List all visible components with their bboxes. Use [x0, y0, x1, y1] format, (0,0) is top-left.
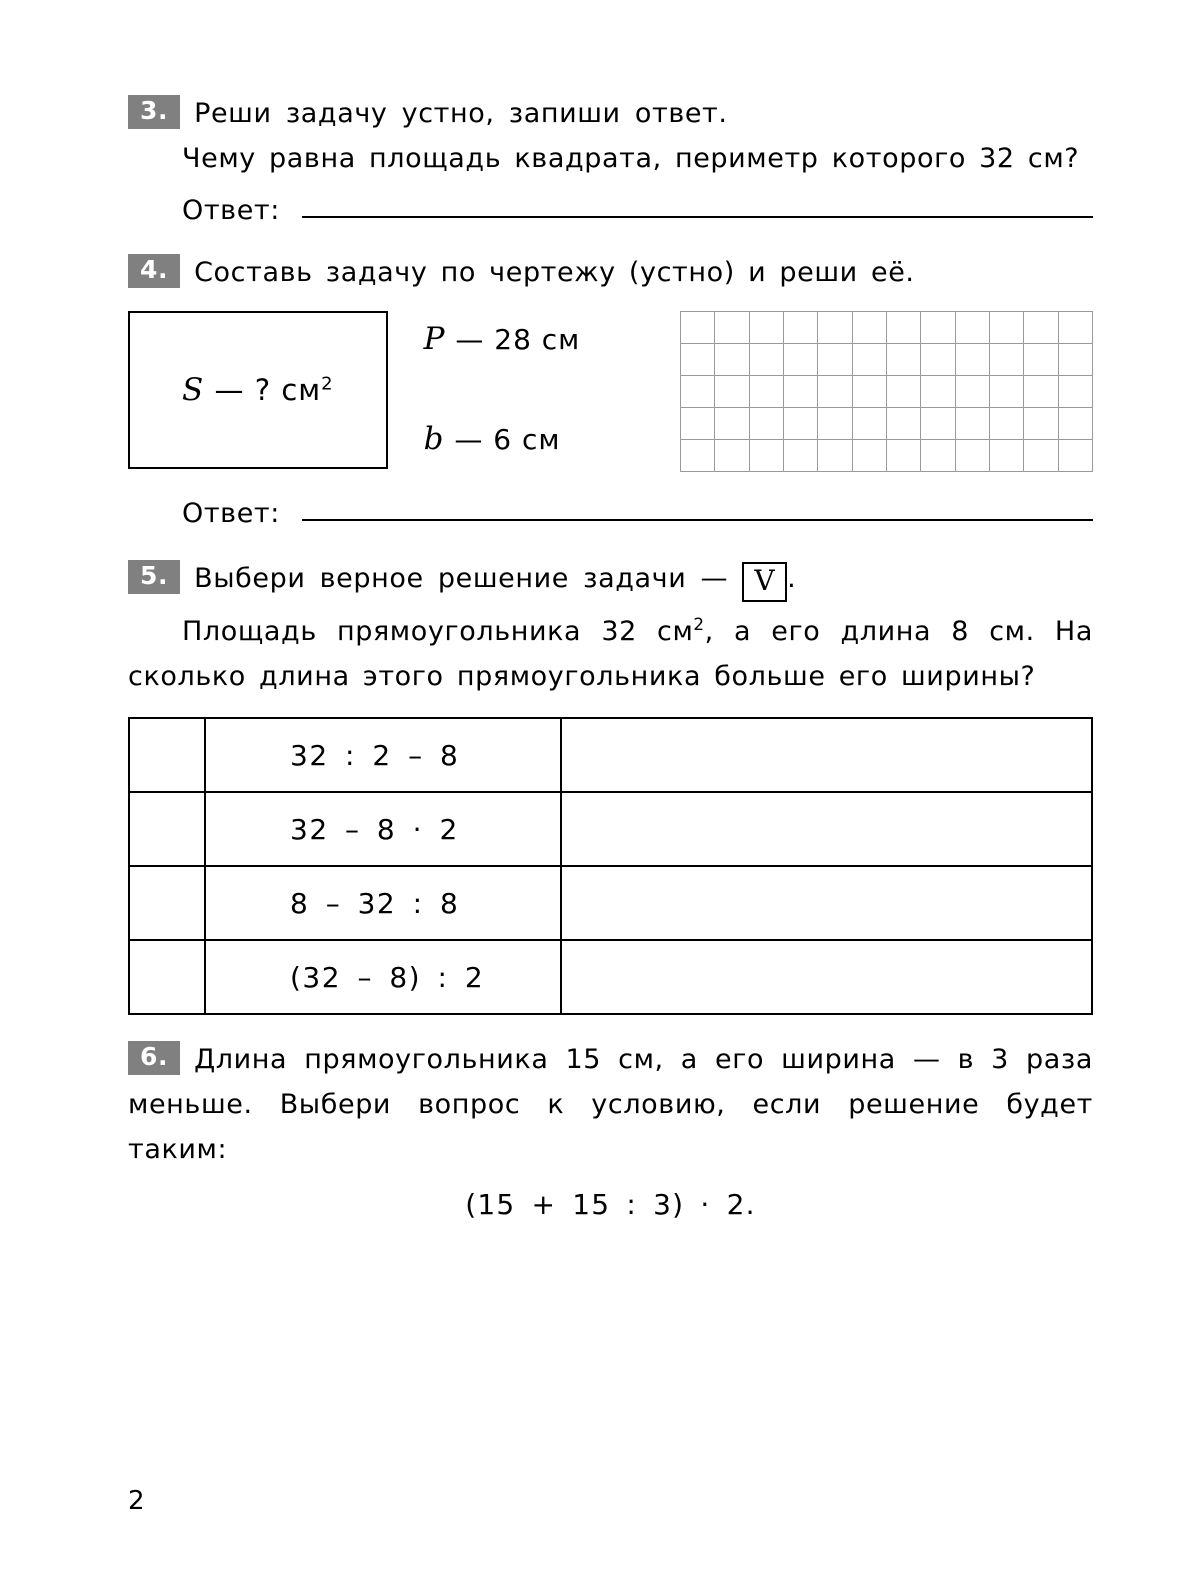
- graph-paper-grid[interactable]: [680, 311, 1093, 472]
- symbol-s: S: [182, 372, 205, 408]
- option-row: [129, 940, 1092, 1014]
- task-4-answer-blank[interactable]: [302, 518, 1093, 521]
- task-3-instruction: Реши задачу устно, запиши ответ.: [194, 98, 728, 129]
- task-5-body-part2: , а его длина 8 см. На сколько длина этого прямоугольника больше его ширины?: [128, 616, 1093, 692]
- grid-cell[interactable]: [681, 312, 715, 344]
- page-number: 2: [128, 1486, 145, 1516]
- area-box-text: [182, 372, 334, 408]
- grid-row: [681, 312, 1093, 344]
- grid-cell[interactable]: [955, 344, 989, 376]
- grid-row: [681, 440, 1093, 472]
- grid-cell[interactable]: [989, 408, 1023, 440]
- perimeter-value: — 28 см: [455, 323, 581, 356]
- grid-cell[interactable]: [955, 376, 989, 408]
- option-answer-cell[interactable]: [561, 866, 1092, 940]
- grid-cell[interactable]: [1024, 312, 1058, 344]
- grid-cell[interactable]: [1058, 408, 1092, 440]
- option-row: [129, 792, 1092, 866]
- grid-cell[interactable]: [715, 440, 749, 472]
- grid-cell[interactable]: [784, 312, 818, 344]
- grid-cell[interactable]: [1024, 376, 1058, 408]
- grid-cell[interactable]: [852, 312, 886, 344]
- grid-cell[interactable]: [681, 344, 715, 376]
- grid-cell[interactable]: [1058, 312, 1092, 344]
- grid-cell[interactable]: [955, 312, 989, 344]
- task-4-instruction-line: [128, 250, 1093, 295]
- grid-cell[interactable]: [852, 408, 886, 440]
- grid-cell[interactable]: [989, 440, 1023, 472]
- grid-cell[interactable]: [887, 376, 921, 408]
- option-answer-cell[interactable]: [561, 792, 1092, 866]
- task-5: [128, 557, 1093, 1015]
- task-5-instruction-after: .: [787, 563, 797, 594]
- grid-cell[interactable]: [989, 376, 1023, 408]
- grid-cell[interactable]: [681, 408, 715, 440]
- perimeter-label: [424, 321, 662, 357]
- task-6: [128, 1037, 1093, 1221]
- grid-row: [681, 344, 1093, 376]
- grid-cell[interactable]: [784, 344, 818, 376]
- grid-cell[interactable]: [715, 376, 749, 408]
- page-content: [128, 92, 1093, 1227]
- grid-cell[interactable]: [989, 344, 1023, 376]
- option-marker-cell[interactable]: [129, 718, 205, 792]
- grid-cell[interactable]: [887, 344, 921, 376]
- grid-cell[interactable]: [818, 376, 852, 408]
- grid-cell[interactable]: [818, 440, 852, 472]
- task-5-body-superscript: 2: [693, 614, 705, 634]
- task-6-number-badge: 6.: [128, 1041, 180, 1075]
- figure-labels: [424, 311, 662, 469]
- grid-cell[interactable]: [749, 312, 783, 344]
- grid-cell[interactable]: [955, 408, 989, 440]
- task-3-number-badge: 3.: [128, 95, 180, 129]
- area-box-superscript: 2: [321, 373, 334, 395]
- grid-cell[interactable]: [1024, 408, 1058, 440]
- area-box-value: — ? см: [214, 373, 322, 407]
- checkmark-box: V: [742, 562, 787, 602]
- task-4: [128, 250, 1093, 529]
- task-3-body: Чему равна площадь квадрата, периметр которого 32 см?: [182, 143, 1080, 174]
- width-value: — 6 см: [454, 423, 561, 456]
- task-5-body: [128, 602, 1093, 699]
- task-6-formula: (15 + 15 : 3) · 2.: [465, 1188, 756, 1221]
- grid-cell[interactable]: [921, 344, 955, 376]
- task-3: [128, 92, 1093, 226]
- task-4-instruction: Составь задачу по чертежу (устно) и реши её.: [194, 257, 915, 288]
- task-5-instruction-line: [128, 557, 1093, 602]
- grid-cell[interactable]: [1058, 376, 1092, 408]
- grid-cell[interactable]: [921, 312, 955, 344]
- grid-cell[interactable]: [749, 344, 783, 376]
- grid-cell[interactable]: [784, 408, 818, 440]
- area-box: [128, 311, 388, 469]
- option-marker-cell[interactable]: [129, 792, 205, 866]
- grid-cell[interactable]: [749, 408, 783, 440]
- symbol-b: b: [423, 421, 445, 457]
- grid-cell[interactable]: [852, 376, 886, 408]
- task-3-instruction-line: [128, 92, 1093, 136]
- task-3-answer-row: [128, 195, 1093, 226]
- task-3-answer-label: Ответ:: [182, 195, 280, 226]
- grid-row: [681, 408, 1093, 440]
- task-5-instruction-before: Выбери верное решение задачи —: [194, 563, 729, 594]
- width-label: [424, 421, 662, 457]
- grid-cell[interactable]: [818, 312, 852, 344]
- option-marker-cell[interactable]: [129, 940, 205, 1014]
- grid-cell[interactable]: [715, 408, 749, 440]
- grid-cell[interactable]: [749, 440, 783, 472]
- task-4-answer-label: Ответ:: [182, 498, 280, 529]
- task-5-number-badge: 5.: [128, 560, 180, 594]
- option-expression: 32 – 8 · 2: [205, 792, 561, 866]
- options-table: [128, 717, 1093, 1015]
- grid-cell[interactable]: [921, 376, 955, 408]
- task-5-body-part1: Площадь прямоугольника 32 см: [182, 616, 694, 647]
- grid-cell[interactable]: [921, 408, 955, 440]
- grid-cell[interactable]: [852, 344, 886, 376]
- grid-cell[interactable]: [784, 376, 818, 408]
- grid-cell[interactable]: [749, 376, 783, 408]
- task-6-body: Длина прямоугольника 15 см, а его ширина — в 3 раза меньше. Выбери вопрос к условию, если решение будет таким:: [128, 1044, 1093, 1165]
- grid-cell[interactable]: [1024, 344, 1058, 376]
- grid-cell[interactable]: [784, 440, 818, 472]
- grid-cell[interactable]: [887, 440, 921, 472]
- grid-cell[interactable]: [1058, 344, 1092, 376]
- option-row: [129, 866, 1092, 940]
- option-expression: 32 : 2 – 8: [205, 718, 561, 792]
- grid-cell[interactable]: [989, 312, 1023, 344]
- task-4-number-badge: 4.: [128, 254, 180, 288]
- grid-cell[interactable]: [921, 440, 955, 472]
- task-6-body-line: [128, 1037, 1093, 1172]
- option-answer-cell[interactable]: [561, 718, 1092, 792]
- grid-cell[interactable]: [852, 440, 886, 472]
- option-marker-cell[interactable]: [129, 866, 205, 940]
- grid-cell[interactable]: [887, 312, 921, 344]
- task-4-answer-row: [128, 498, 1093, 529]
- option-expression: (32 – 8) : 2: [205, 940, 561, 1014]
- grid-cell[interactable]: [715, 312, 749, 344]
- grid-cell[interactable]: [715, 344, 749, 376]
- grid-cell[interactable]: [681, 376, 715, 408]
- option-answer-cell[interactable]: [561, 940, 1092, 1014]
- task-4-figure: [128, 311, 1093, 472]
- grid-cell[interactable]: [1058, 440, 1092, 472]
- symbol-p: P: [423, 321, 446, 357]
- grid-cell[interactable]: [955, 440, 989, 472]
- grid-table: [680, 311, 1093, 472]
- grid-row: [681, 376, 1093, 408]
- task-3-answer-blank[interactable]: [302, 215, 1093, 218]
- option-expression: 8 – 32 : 8: [205, 866, 561, 940]
- grid-cell[interactable]: [887, 408, 921, 440]
- grid-cell[interactable]: [681, 440, 715, 472]
- grid-cell[interactable]: [1024, 440, 1058, 472]
- option-row: [129, 718, 1092, 792]
- grid-cell[interactable]: [818, 408, 852, 440]
- grid-cell[interactable]: [818, 344, 852, 376]
